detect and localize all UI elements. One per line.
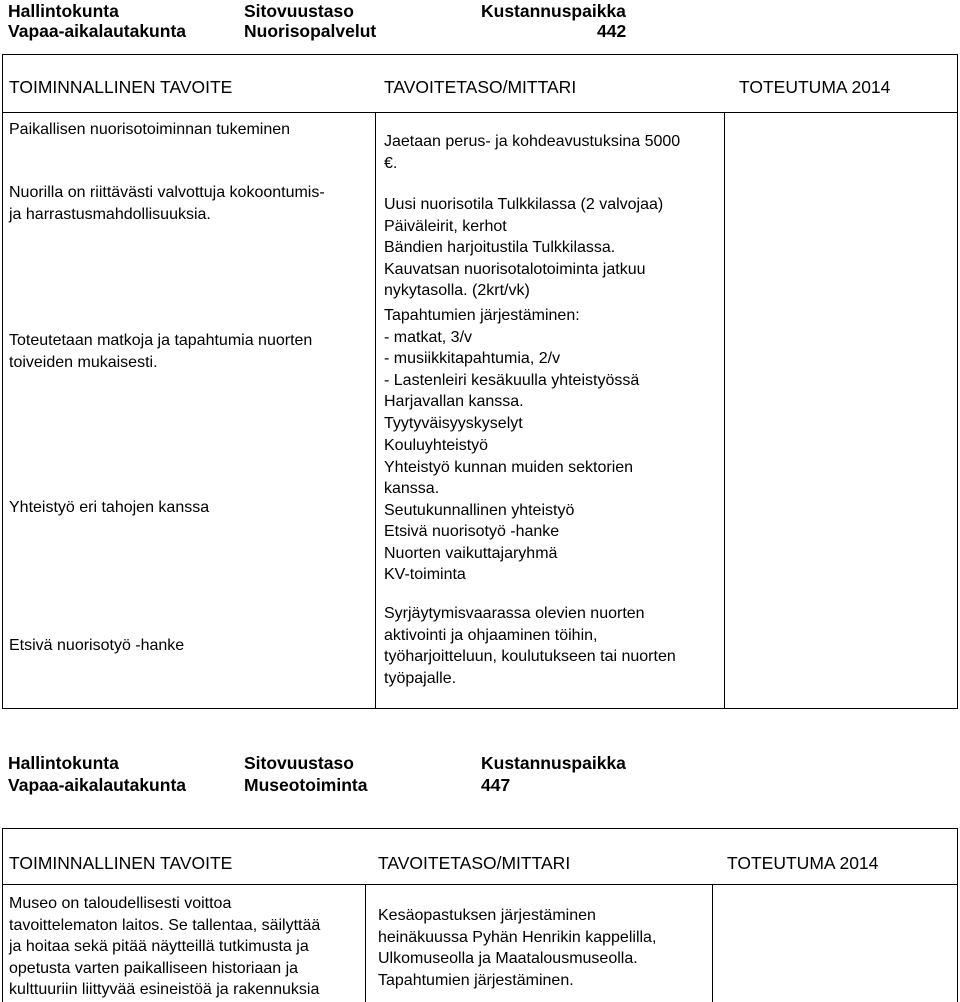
header-value-hallintokunta: Vapaa-aikalautakunta bbox=[8, 21, 186, 41]
table2-col-divider-2 bbox=[712, 884, 713, 1002]
measure-4-line-6: Nuorten vaikuttajaryhmä bbox=[384, 544, 558, 562]
header2-label-hallintokunta: Hallintokunta bbox=[8, 753, 119, 773]
table2-left-border bbox=[2, 828, 3, 1002]
header2-value-kustannuspaikka: 447 bbox=[481, 775, 511, 795]
column-header-result: TOTEUTUMA 2014 bbox=[739, 77, 891, 97]
measure-2-line-4: Kauvatsan nuorisotalotoiminta jatkuu bbox=[384, 260, 646, 278]
measure-4 bbox=[384, 435, 633, 586]
measure-4-line-2: Yhteistyö kunnan muiden sektorien bbox=[384, 458, 634, 476]
header2-label-sitovuustaso: Sitovuustaso bbox=[244, 753, 354, 773]
header2-value-hallintokunta: Vapaa-aikalautakunta bbox=[8, 775, 186, 795]
column-header-measure: TAVOITETASO/MITTARI bbox=[384, 77, 577, 97]
goal-2 bbox=[9, 182, 325, 225]
measure-5 bbox=[384, 603, 676, 689]
table2-right-border bbox=[957, 828, 958, 1002]
measure-1 bbox=[384, 131, 680, 174]
goal2-line-4: opetusta varten paikalliseen historiaan ja bbox=[9, 959, 299, 977]
measure-3-line-6: Tyytyväisyyskyselyt bbox=[384, 414, 523, 432]
measure2-line-1: Kesäopastuksen järjestäminen bbox=[378, 907, 596, 924]
goal-4 bbox=[9, 497, 209, 519]
measure2-line-4: Tapahtumien järjestäminen. bbox=[378, 971, 574, 989]
table1-col-divider-1 bbox=[375, 112, 376, 709]
measure-3-line-4: - Lastenleiri kesäkuulla yhteistyössä bbox=[384, 371, 640, 389]
measure2-line-2: heinäkuussa Pyhän Henrikin kappelilla, bbox=[378, 928, 657, 946]
measure-5-line-1: Syrjäytymisvaarassa olevien nuorten bbox=[384, 605, 645, 622]
table2-top-border bbox=[2, 828, 958, 829]
column2-header-goal: TOIMINNALLINEN TAVOITE bbox=[9, 853, 233, 873]
goal-1-line: Paikallisen nuorisotoiminnan tukeminen bbox=[9, 121, 291, 138]
measure-4-line-1: Kouluyhteistyö bbox=[384, 437, 489, 454]
table1-right-border bbox=[957, 54, 958, 709]
goal2-1 bbox=[9, 893, 320, 1001]
header-label-kustannuspaikka: Kustannuspaikka bbox=[481, 1, 626, 21]
measure2-line-3: Ulkomuseolla ja Maatalousmuseolla. bbox=[378, 950, 638, 967]
goal-2-line-1: Nuorilla on riittävästi valvottuja kokoontumis- bbox=[9, 184, 325, 201]
header-label-sitovuustaso: Sitovuustaso bbox=[244, 1, 354, 21]
measure-2 bbox=[384, 194, 663, 302]
table2-header-border bbox=[2, 884, 958, 885]
measure-4-line-4: Seutukunnallinen yhteistyö bbox=[384, 501, 575, 519]
goal-3-line-2: toiveiden mukaisesti. bbox=[9, 353, 158, 371]
header-value-kustannuspaikka: 442 bbox=[597, 21, 627, 41]
goal2-line-2: tavoittelematon laitos. Se tallentaa, säilyttää bbox=[9, 916, 321, 934]
measure-5-line-4: työpajalle. bbox=[384, 669, 457, 687]
table2-col-divider-1 bbox=[365, 884, 366, 1002]
header2-label-kustannuspaikka: Kustannuspaikka bbox=[481, 753, 626, 773]
header-label-hallintokunta: Hallintokunta bbox=[8, 1, 119, 21]
measure-2-line-1: Uusi nuorisotila Tulkkilassa (2 valvojaa) bbox=[384, 196, 664, 213]
goal-5 bbox=[9, 635, 184, 657]
measure-2-line-2: Päiväleirit, kerhot bbox=[384, 217, 507, 235]
measure-5-line-2: aktivointi ja ohjaaminen töihin, bbox=[384, 626, 598, 644]
goal-5-line: Etsivä nuorisotyö -hanke bbox=[9, 637, 185, 654]
measure-5-line-3: työharjoitteluun, koulutukseen tai nuorten bbox=[384, 648, 676, 665]
header2-value-sitovuustaso: Museotoiminta bbox=[244, 775, 368, 795]
goal2-line-3: ja hoitaa sekä pitää näytteillä tutkimusta ja bbox=[9, 938, 309, 955]
column-header-goal: TOIMINNALLINEN TAVOITE bbox=[9, 77, 233, 97]
measure-2-line-3: Bändien harjoitustila Tulkkilassa. bbox=[384, 239, 616, 256]
table1-bottom-border bbox=[2, 708, 958, 709]
measure-3-line-5: Harjavallan kanssa. bbox=[384, 393, 524, 410]
header-value-sitovuustaso: Nuorisopalvelut bbox=[244, 21, 377, 41]
measure-1-line-2: €. bbox=[384, 154, 398, 172]
goal-3-line-1: Toteutetaan matkoja ja tapahtumia nuorten bbox=[9, 332, 313, 349]
table1-top-border bbox=[2, 54, 958, 55]
measure-3-line-2: - matkat, 3/v bbox=[384, 328, 473, 346]
column2-header-measure: TAVOITETASO/MITTARI bbox=[378, 853, 571, 873]
goal-3 bbox=[9, 330, 312, 373]
goal-2-line-2: ja harrastusmahdollisuuksia. bbox=[9, 205, 211, 223]
measure-4-line-5: Etsivä nuorisotyö -hanke bbox=[384, 523, 560, 540]
measure-2-line-5: nykytasolla. (2krt/vk) bbox=[384, 282, 530, 299]
column2-header-result: TOTEUTUMA 2014 bbox=[727, 853, 879, 873]
table1-left-border bbox=[2, 54, 3, 709]
goal2-line-5: kulttuuriin liittyvää esineistöä ja rakennuksia bbox=[9, 981, 320, 998]
goal-1 bbox=[9, 119, 290, 141]
goal-4-line: Yhteistyö eri tahojen kanssa bbox=[9, 499, 210, 516]
measure-4-line-7: KV-toiminta bbox=[384, 566, 466, 583]
goal2-line-1: Museo on taloudellisesti voittoa bbox=[9, 895, 232, 912]
measure-3-line-3: - musiikkitapahtumia, 2/v bbox=[384, 350, 561, 367]
measure-3 bbox=[384, 305, 639, 434]
measure-3-line-1: Tapahtumien järjestäminen: bbox=[384, 307, 580, 324]
measure2-1 bbox=[378, 905, 656, 991]
table1-header-border bbox=[2, 112, 958, 113]
measure-4-line-3: kanssa. bbox=[384, 480, 440, 497]
table1-col-divider-2 bbox=[724, 112, 725, 709]
measure-1-line-1: Jaetaan perus- ja kohdeavustuksina 5000 bbox=[384, 133, 681, 150]
